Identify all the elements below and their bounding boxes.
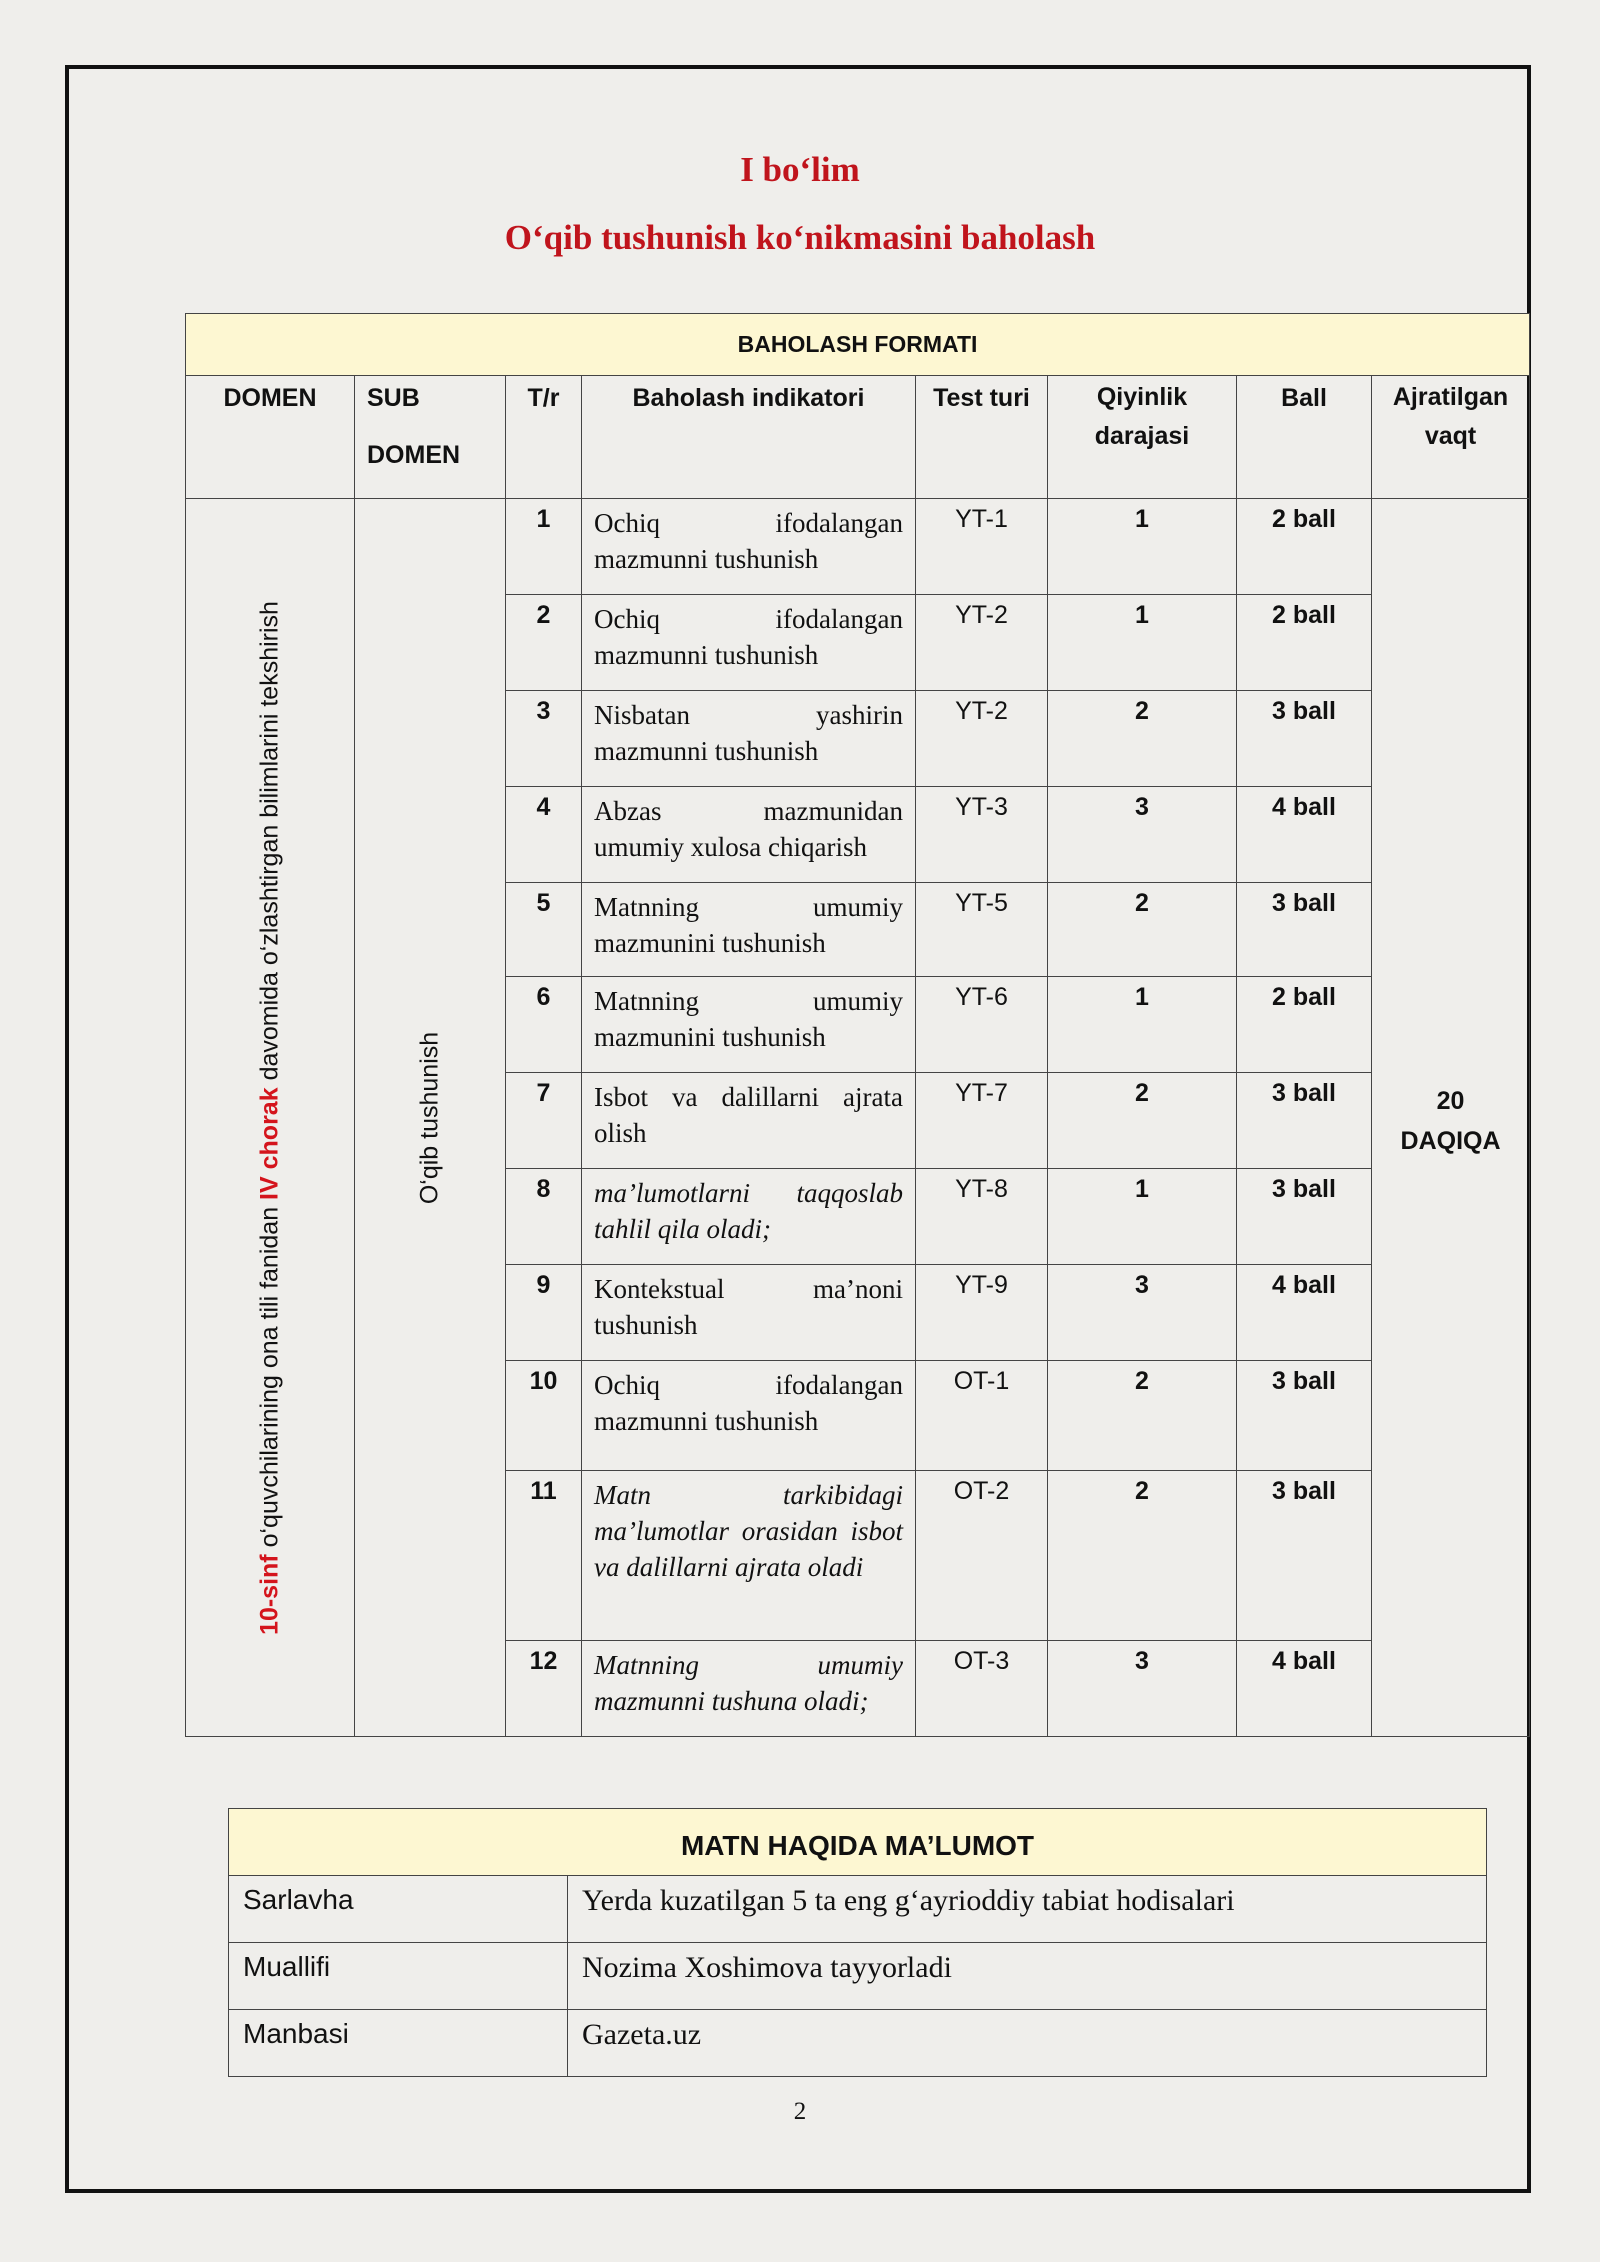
section-title: I bo‘lim [740,150,860,189]
indicator-text: Ochiq ifodalangan mazmunni tushunish [582,1361,916,1471]
row-number: 10 [506,1361,582,1471]
row-number: 9 [506,1265,582,1361]
difficulty-level: 2 [1048,1361,1237,1471]
domain-text [256,601,285,1635]
test-type: YT-8 [916,1169,1048,1265]
score-value: 4 ball [1237,787,1372,883]
indicator-text: Isbot va dalillarni ajrata olish [582,1073,916,1169]
score-value: 3 ball [1237,883,1372,977]
allotted-time-cell [1372,499,1530,1737]
col-header-subdomain-line1: SUB [367,384,420,412]
domain-text-part: o‘quvchilarining ona tili fanidan [255,1199,284,1554]
info-value: Gazeta.uz [568,2010,1487,2077]
row-number: 7 [506,1073,582,1169]
domain-quarter: IV chorak [255,1086,284,1200]
test-type: YT-2 [916,595,1048,691]
subdomain-text: O‘qib tushunish [415,1031,444,1204]
indicator-text: Nisbatan yashirin mazmunni tushunish [582,691,916,787]
score-value: 3 ball [1237,1361,1372,1471]
indicator-text: ma’lumotlarni taqqoslab tahlil qila oladi; [582,1169,916,1265]
col-header-indicator: Baholash indikatori [582,376,916,499]
time-value: 20 [1436,1086,1465,1115]
score-value: 3 ball [1237,691,1372,787]
row-number: 5 [506,883,582,977]
row-number: 1 [506,499,582,595]
indicator-text: Ochiq ifodalangan mazmunni tushunish [582,595,916,691]
subdomain-cell [355,499,506,1737]
time-unit: DAQIQA [1400,1126,1501,1155]
info-row [229,1876,1487,1943]
difficulty-level: 1 [1048,499,1237,595]
difficulty-level: 2 [1048,883,1237,977]
assessment-format-table [185,313,1530,1737]
col-header-difficulty [1048,376,1237,499]
indicator-text: Kontekstual ma’noni tushunish [582,1265,916,1361]
indicator-text: Matnning umumiy mazmunni tushuna oladi; [582,1641,916,1737]
test-type: OT-3 [916,1641,1048,1737]
section-subtitle: O‘qib tushunish ko‘nikmasini baholash [504,218,1096,257]
test-type: YT-1 [916,499,1048,595]
info-label: Manbasi [229,2010,568,2077]
domain-text-part: davomida o‘zlashtirgan bilimlarini tekshirish [255,600,284,1087]
score-value: 4 ball [1237,1641,1372,1737]
difficulty-level: 1 [1048,595,1237,691]
col-header-domain: DOMEN [186,376,355,499]
domain-grade: 10-sinf [255,1553,284,1635]
row-number: 12 [506,1641,582,1737]
difficulty-level: 2 [1048,1073,1237,1169]
col-header-subdomain [355,376,506,499]
score-value: 3 ball [1237,1073,1372,1169]
test-type: OT-1 [916,1361,1048,1471]
row-number: 2 [506,595,582,691]
info-value: Yerda kuzatilgan 5 ta eng g‘ayrioddiy tabiat hodisalari [568,1876,1487,1943]
col-header-time-line1: Ajratilgan [1392,383,1509,411]
difficulty-level: 3 [1048,1641,1237,1737]
difficulty-level: 1 [1048,1169,1237,1265]
score-value: 2 ball [1237,977,1372,1073]
row-number: 8 [506,1169,582,1265]
difficulty-level: 1 [1048,977,1237,1073]
score-value: 3 ball [1237,1471,1372,1641]
page-number: 2 [793,2098,807,2125]
col-header-difficulty-line1: Qiyinlik [1096,383,1188,411]
test-type: YT-9 [916,1265,1048,1361]
col-header-time [1372,376,1530,499]
test-type: YT-2 [916,691,1048,787]
score-value: 2 ball [1237,499,1372,595]
row-number: 3 [506,691,582,787]
text-info-table [228,1808,1487,2077]
info-row [229,2010,1487,2077]
col-header-time-line2: vaqt [1424,422,1477,450]
indicator-text: Matnning umumiy mazmunini tushunish [582,883,916,977]
indicator-text: Matn tarkibidagi ma’lumotlar orasidan isbot va dalillarni ajrata oladi [582,1471,916,1641]
info-label: Sarlavha [229,1876,568,1943]
score-value: 4 ball [1237,1265,1372,1361]
info-label: Muallifi [229,1943,568,2010]
indicator-text: Ochiq ifodalangan mazmunni tushunish [582,499,916,595]
indicator-text: Matnning umumiy mazmunini tushunish [582,977,916,1073]
difficulty-level: 3 [1048,787,1237,883]
domain-cell [186,499,355,1737]
test-type: YT-6 [916,977,1048,1073]
test-type: YT-7 [916,1073,1048,1169]
difficulty-level: 2 [1048,691,1237,787]
info-value: Nozima Xoshimova tayyorladi [568,1943,1487,2010]
test-type: YT-3 [916,787,1048,883]
table-row [186,499,1530,595]
difficulty-level: 2 [1048,1471,1237,1641]
row-number: 11 [506,1471,582,1641]
info-table-title: MATN HAQIDA MA’LUMOT [229,1809,1487,1876]
info-row [229,1943,1487,2010]
indicator-text: Abzas mazmunidan umumiy xulosa chiqarish [582,787,916,883]
col-header-number: T/r [506,376,582,499]
difficulty-level: 3 [1048,1265,1237,1361]
col-header-subdomain-line2: DOMEN [367,441,461,469]
format-table-title: BAHOLASH FORMATI [186,314,1530,376]
col-header-difficulty-line2: darajasi [1094,422,1190,450]
test-type: OT-2 [916,1471,1048,1641]
test-type: YT-5 [916,883,1048,977]
score-value: 2 ball [1237,595,1372,691]
score-value: 3 ball [1237,1169,1372,1265]
col-header-score: Ball [1237,376,1372,499]
row-number: 4 [506,787,582,883]
row-number: 6 [506,977,582,1073]
col-header-test-type: Test turi [916,376,1048,499]
